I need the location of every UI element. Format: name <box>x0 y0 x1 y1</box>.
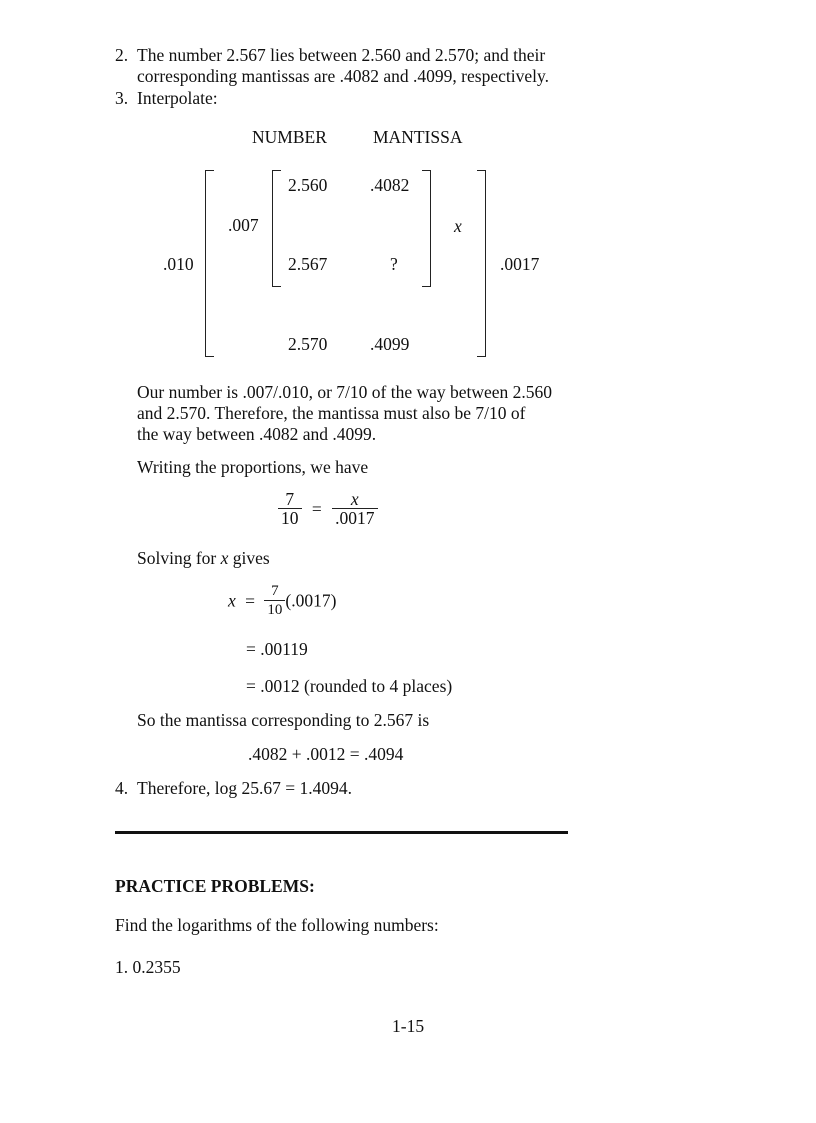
x-label: x <box>454 216 462 236</box>
outer-difference: .010 <box>163 254 194 274</box>
fraction-7-10 <box>264 582 285 619</box>
solution-line-2: = .00119 <box>246 639 308 659</box>
fraction-denominator: 10 <box>281 508 299 528</box>
mantissa-sum: .4082 + .0012 = .4094 <box>248 744 404 764</box>
row-2-mantissa: ? <box>390 254 398 274</box>
solving-text-end: gives <box>228 548 270 568</box>
practice-instruction: Find the logarithms of the following numbers: <box>115 915 439 935</box>
outer-right-bracket <box>477 170 486 357</box>
explanation-line-2: and 2.570. Therefore, the mantissa must also be 7/10 of <box>137 403 526 423</box>
step-3-number: 3. <box>115 88 129 108</box>
explanation-line-3: the way between .4082 and .4099. <box>137 424 377 444</box>
solution-factor: (.0017) <box>285 590 337 611</box>
solution-line-3: = .0012 (rounded to 4 places) <box>246 676 453 696</box>
solving-intro <box>137 548 270 568</box>
fraction-x-0017 <box>332 490 377 527</box>
mantissa-statement: So the mantissa corresponding to 2.567 is <box>137 710 430 730</box>
row-3-number: 2.570 <box>288 334 328 354</box>
solving-variable: x <box>220 548 229 568</box>
section-divider <box>115 831 568 834</box>
row-1-number: 2.560 <box>288 175 328 195</box>
step-4-text: Therefore, log 25.67 = 1.4094. <box>137 778 352 798</box>
row-3-mantissa: .4099 <box>370 334 410 354</box>
practice-heading: PRACTICE PROBLEMS: <box>115 876 315 896</box>
solution-line-1 <box>228 582 336 619</box>
inner-difference: .007 <box>228 215 259 235</box>
proportion-equation <box>278 490 378 527</box>
inner-left-bracket <box>272 170 281 287</box>
explanation-line-1: Our number is .007/.010, or 7/10 of the way between 2.560 <box>137 382 553 402</box>
header-number: NUMBER <box>252 127 327 147</box>
fraction-7-10 <box>278 490 302 527</box>
fraction-numerator: 7 <box>264 582 285 601</box>
fraction-denominator: 10 <box>267 602 283 618</box>
outer-left-bracket <box>205 170 214 357</box>
step-2-number: 2. <box>115 45 129 65</box>
equals-sign: = <box>311 498 322 519</box>
header-mantissa: MANTISSA <box>373 127 463 147</box>
mantissa-difference: .0017 <box>500 254 540 274</box>
row-1-mantissa: .4082 <box>370 175 410 195</box>
step-2-line-1: The number 2.567 lies between 2.560 and 2.570; and their <box>137 45 546 65</box>
fraction-denominator: .0017 <box>335 508 375 528</box>
page-number: 1-15 <box>392 1016 425 1036</box>
fraction-numerator: 7 <box>278 490 302 509</box>
step-3-text: Interpolate: <box>137 88 218 108</box>
step-4-number: 4. <box>115 778 129 798</box>
equals-sign: = <box>245 590 256 611</box>
practice-item-1: 1. 0.2355 <box>115 957 181 977</box>
proportion-intro: Writing the proportions, we have <box>137 457 369 477</box>
solving-text: Solving for <box>137 548 221 568</box>
inner-right-bracket <box>422 170 431 287</box>
row-2-number: 2.567 <box>288 254 328 274</box>
step-2-line-2: corresponding mantissas are .4082 and .4099, respectively. <box>137 66 549 86</box>
fraction-numerator: x <box>332 490 377 509</box>
solution-variable: x <box>228 590 236 611</box>
